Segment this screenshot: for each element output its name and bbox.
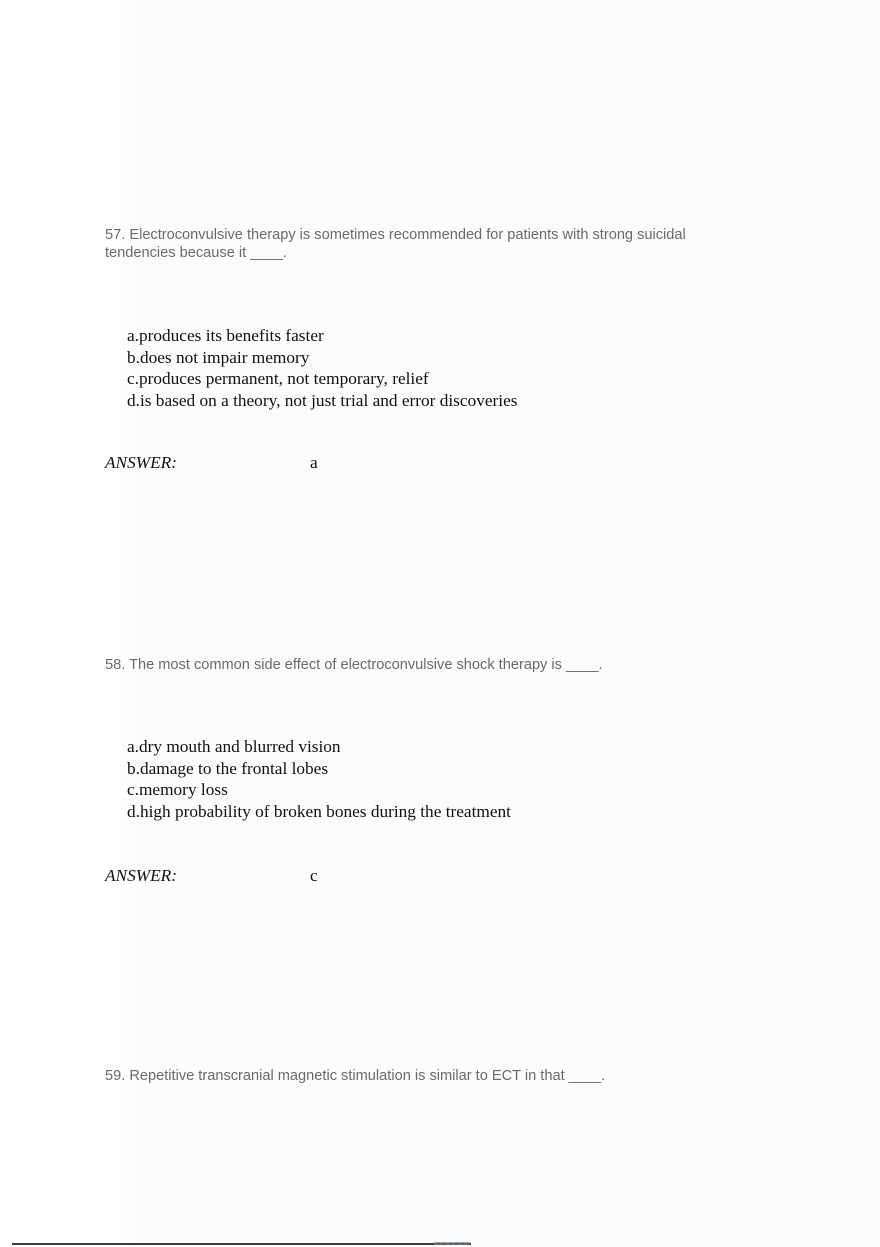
footer-divider xyxy=(12,1243,471,1245)
question-57-options xyxy=(127,325,517,411)
question-58-option-d: d.high probability of broken bones during the treatment xyxy=(127,801,511,821)
question-58-option-a: a.dry mouth and blurred vision xyxy=(127,737,341,756)
question-57-prompt: 57. Electroconvulsive therapy is sometimes recommended for patients with strong suicidal tendencies because it ____. xyxy=(105,227,686,261)
question-57-answer-row xyxy=(105,453,405,475)
question-59-prompt: 59. Repetitive transcranial magnetic stimulation is similar to ECT in that ____. xyxy=(105,1068,606,1084)
answer-label: ANSWER: xyxy=(105,866,177,885)
answer-value: c xyxy=(310,866,318,885)
answer-value: a xyxy=(310,453,318,472)
question-58-option-c: c.memory loss xyxy=(127,780,228,800)
question-58-option-b: b.damage to the frontal lobes xyxy=(127,758,329,778)
question-58-options xyxy=(127,736,511,822)
question-57-option-a: a.produces its benefits faster xyxy=(127,326,324,345)
footer-divider-marks xyxy=(434,1242,470,1245)
question-58-answer-row xyxy=(105,866,405,888)
question-57-option-c: c.produces permanent, not temporary, relief xyxy=(127,369,429,389)
answer-label: ANSWER: xyxy=(105,453,177,472)
question-57-option-b: b.does not impair memory xyxy=(127,347,310,367)
question-57-option-d: d.is based on a theory, not just trial and error discoveries xyxy=(127,390,518,410)
question-58-prompt: 58. The most common side effect of electroconvulsive shock therapy is ____. xyxy=(105,657,603,673)
